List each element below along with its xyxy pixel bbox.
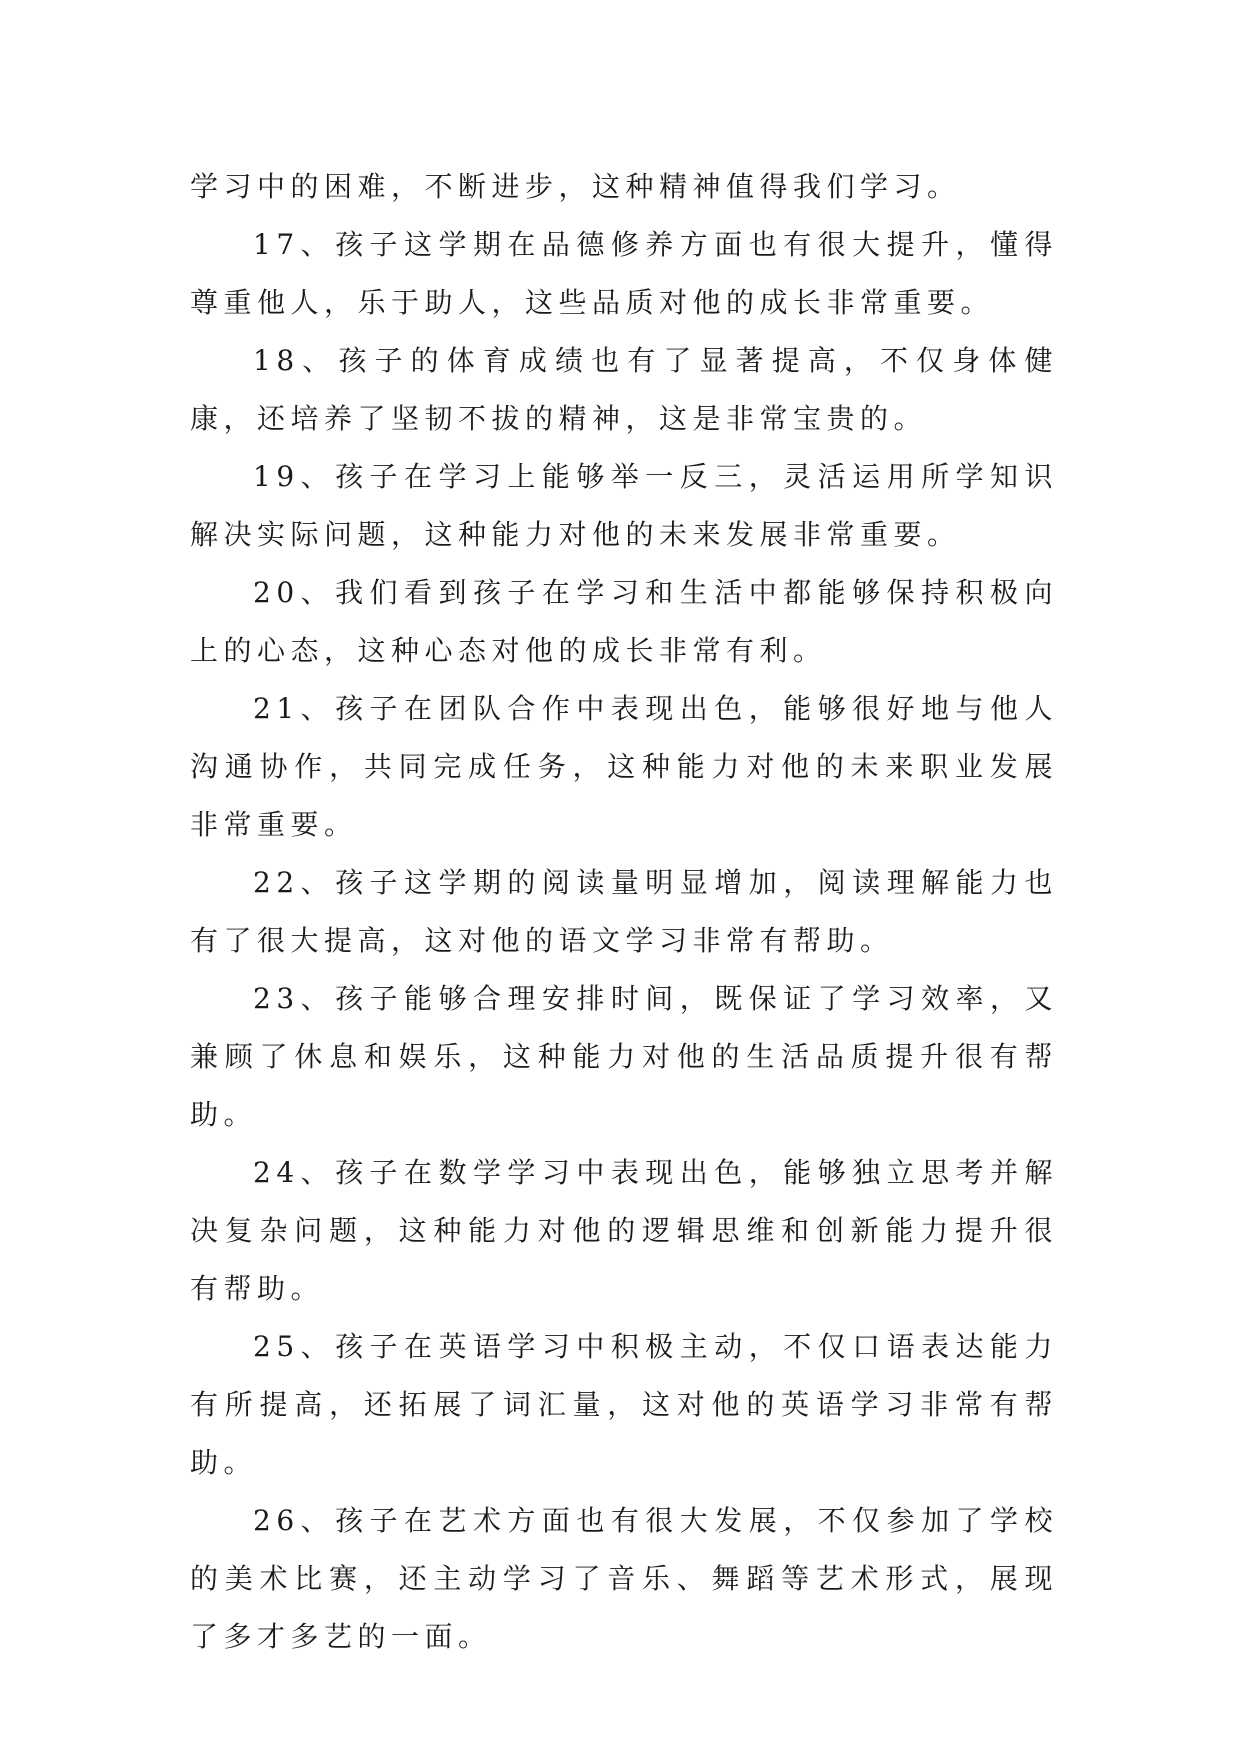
paragraph-20: 20、我们看到孩子在学习和生活中都能够保持积极向上的心态，这种心态对他的成长非常有利。 (190, 576, 1058, 667)
paragraph-17: 17、孩子这学期在品德修养方面也有很大提升，懂得尊重他人，乐于助人，这些品质对他的成长非常重要。 (190, 228, 1058, 319)
paragraph-25: 25、孩子在英语学习中积极主动，不仅口语表达能力有所提高，还拓展了词汇量，这对他的英语学习非常有帮助。 (190, 1330, 1058, 1479)
paragraph-24: 24、孩子在数学学习中表现出色，能够独立思考并解决复杂问题，这种能力对他的逻辑思维和创新能力提升很有帮助。 (190, 1156, 1058, 1305)
paragraph-continued: 学习中的困难，不断进步，这种精神值得我们学习。 (190, 170, 961, 203)
paragraph-18: 18、孩子的体育成绩也有了显著提高，不仅身体健康，还培养了坚韧不拔的精神，这是非常宝贵的。 (190, 344, 1058, 435)
paragraph-22: 22、孩子这学期的阅读量明显增加，阅读理解能力也有了很大提高，这对他的语文学习非常有帮助。 (190, 866, 1058, 957)
paragraph-23: 23、孩子能够合理安排时间，既保证了学习效率，又兼顾了休息和娱乐，这种能力对他的生活品质提升很有帮助。 (190, 982, 1058, 1131)
paragraph-21: 21、孩子在团队合作中表现出色，能够很好地与他人沟通协作，共同完成任务，这种能力对他的未来职业发展非常重要。 (190, 692, 1058, 841)
document-body (190, 158, 1058, 1666)
paragraph-26: 26、孩子在艺术方面也有很大发展，不仅参加了学校的美术比赛，还主动学习了音乐、舞蹈等艺术形式，展现了多才多艺的一面。 (190, 1504, 1058, 1653)
paragraph-19: 19、孩子在学习上能够举一反三，灵活运用所学知识解决实际问题，这种能力对他的未来发展非常重要。 (190, 460, 1058, 551)
